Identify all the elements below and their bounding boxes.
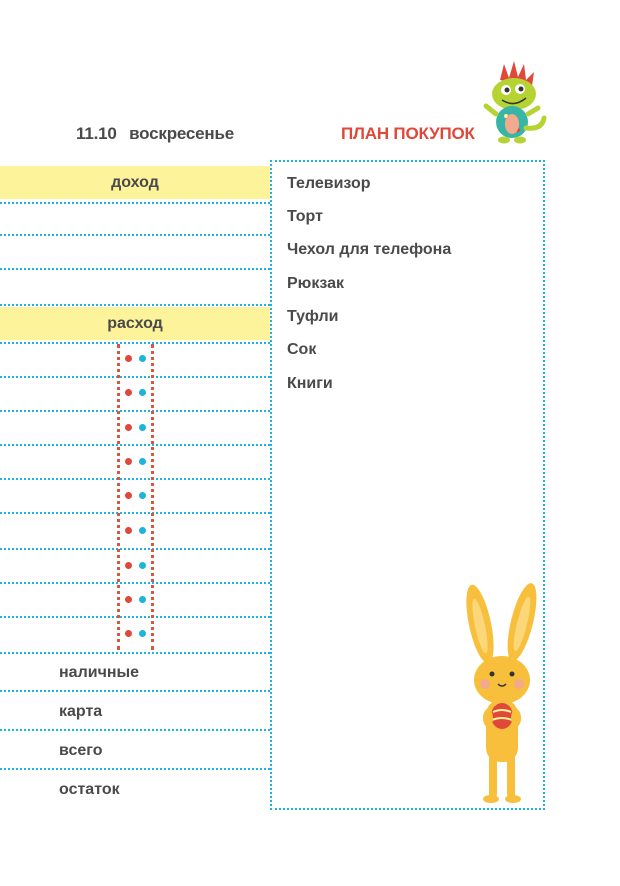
ledger-line: [0, 690, 270, 692]
decimal-dot: [139, 527, 146, 534]
ledger-line: [0, 582, 270, 584]
ledger-line: [0, 234, 270, 236]
decimal-dot: [139, 562, 146, 569]
decimal-dot: [125, 458, 132, 465]
dragon-icon: [478, 58, 550, 144]
decimal-dot: [125, 630, 132, 637]
bunny-icon: [458, 582, 542, 804]
shopping-item: Туфли: [287, 308, 339, 325]
amount-divider-left: [117, 344, 120, 650]
decimal-dot: [125, 492, 132, 499]
ledger-line: [0, 729, 270, 731]
decimal-dot: [139, 492, 146, 499]
decimal-dot: [125, 527, 132, 534]
ledger-line: [0, 304, 270, 306]
shopping-item: Торт: [287, 208, 323, 225]
decimal-dot: [139, 389, 146, 396]
ledger-line: [0, 410, 270, 412]
expense-header: [0, 307, 270, 340]
shopping-item: Сок: [287, 341, 317, 358]
shopping-item: Книги: [287, 375, 333, 392]
income-header: [0, 166, 270, 199]
summary-balance-label: остаток: [59, 781, 120, 798]
income-label: доход: [111, 174, 159, 191]
date-heading: [76, 124, 234, 144]
decimal-dot: [139, 355, 146, 362]
ledger-line: [0, 548, 270, 550]
ledger-line: [0, 342, 270, 344]
summary-total-label: всего: [59, 742, 103, 759]
decimal-dot: [125, 424, 132, 431]
decimal-dot: [125, 355, 132, 362]
ledger-line: [0, 444, 270, 446]
ledger-line: [0, 652, 270, 654]
date-number: 11.10: [76, 124, 117, 143]
shopping-item: Телевизор: [287, 175, 371, 192]
ledger-line: [0, 478, 270, 480]
summary-cash-label: наличные: [59, 664, 140, 681]
ledger-line: [0, 512, 270, 514]
decimal-dot: [139, 630, 146, 637]
weekday: воскресенье: [129, 124, 234, 143]
budget-ledger: [0, 162, 270, 808]
decimal-dot: [139, 458, 146, 465]
expense-label: расход: [107, 315, 163, 332]
ledger-line: [0, 376, 270, 378]
ledger-line: [0, 268, 270, 270]
ledger-line: [0, 616, 270, 618]
ledger-line: [0, 202, 270, 204]
summary-card-label: карта: [59, 703, 103, 720]
shopping-item: Чехол для телефона: [287, 241, 452, 258]
decimal-dot: [125, 562, 132, 569]
amount-divider-right: [151, 344, 154, 650]
decimal-dot: [139, 596, 146, 603]
decimal-dot: [125, 389, 132, 396]
decimal-dot: [125, 596, 132, 603]
shopping-item: Рюкзак: [287, 275, 344, 292]
shopping-plan-title: ПЛАН ПОКУПОК: [341, 124, 475, 143]
decimal-dot: [139, 424, 146, 431]
ledger-line: [0, 768, 270, 770]
